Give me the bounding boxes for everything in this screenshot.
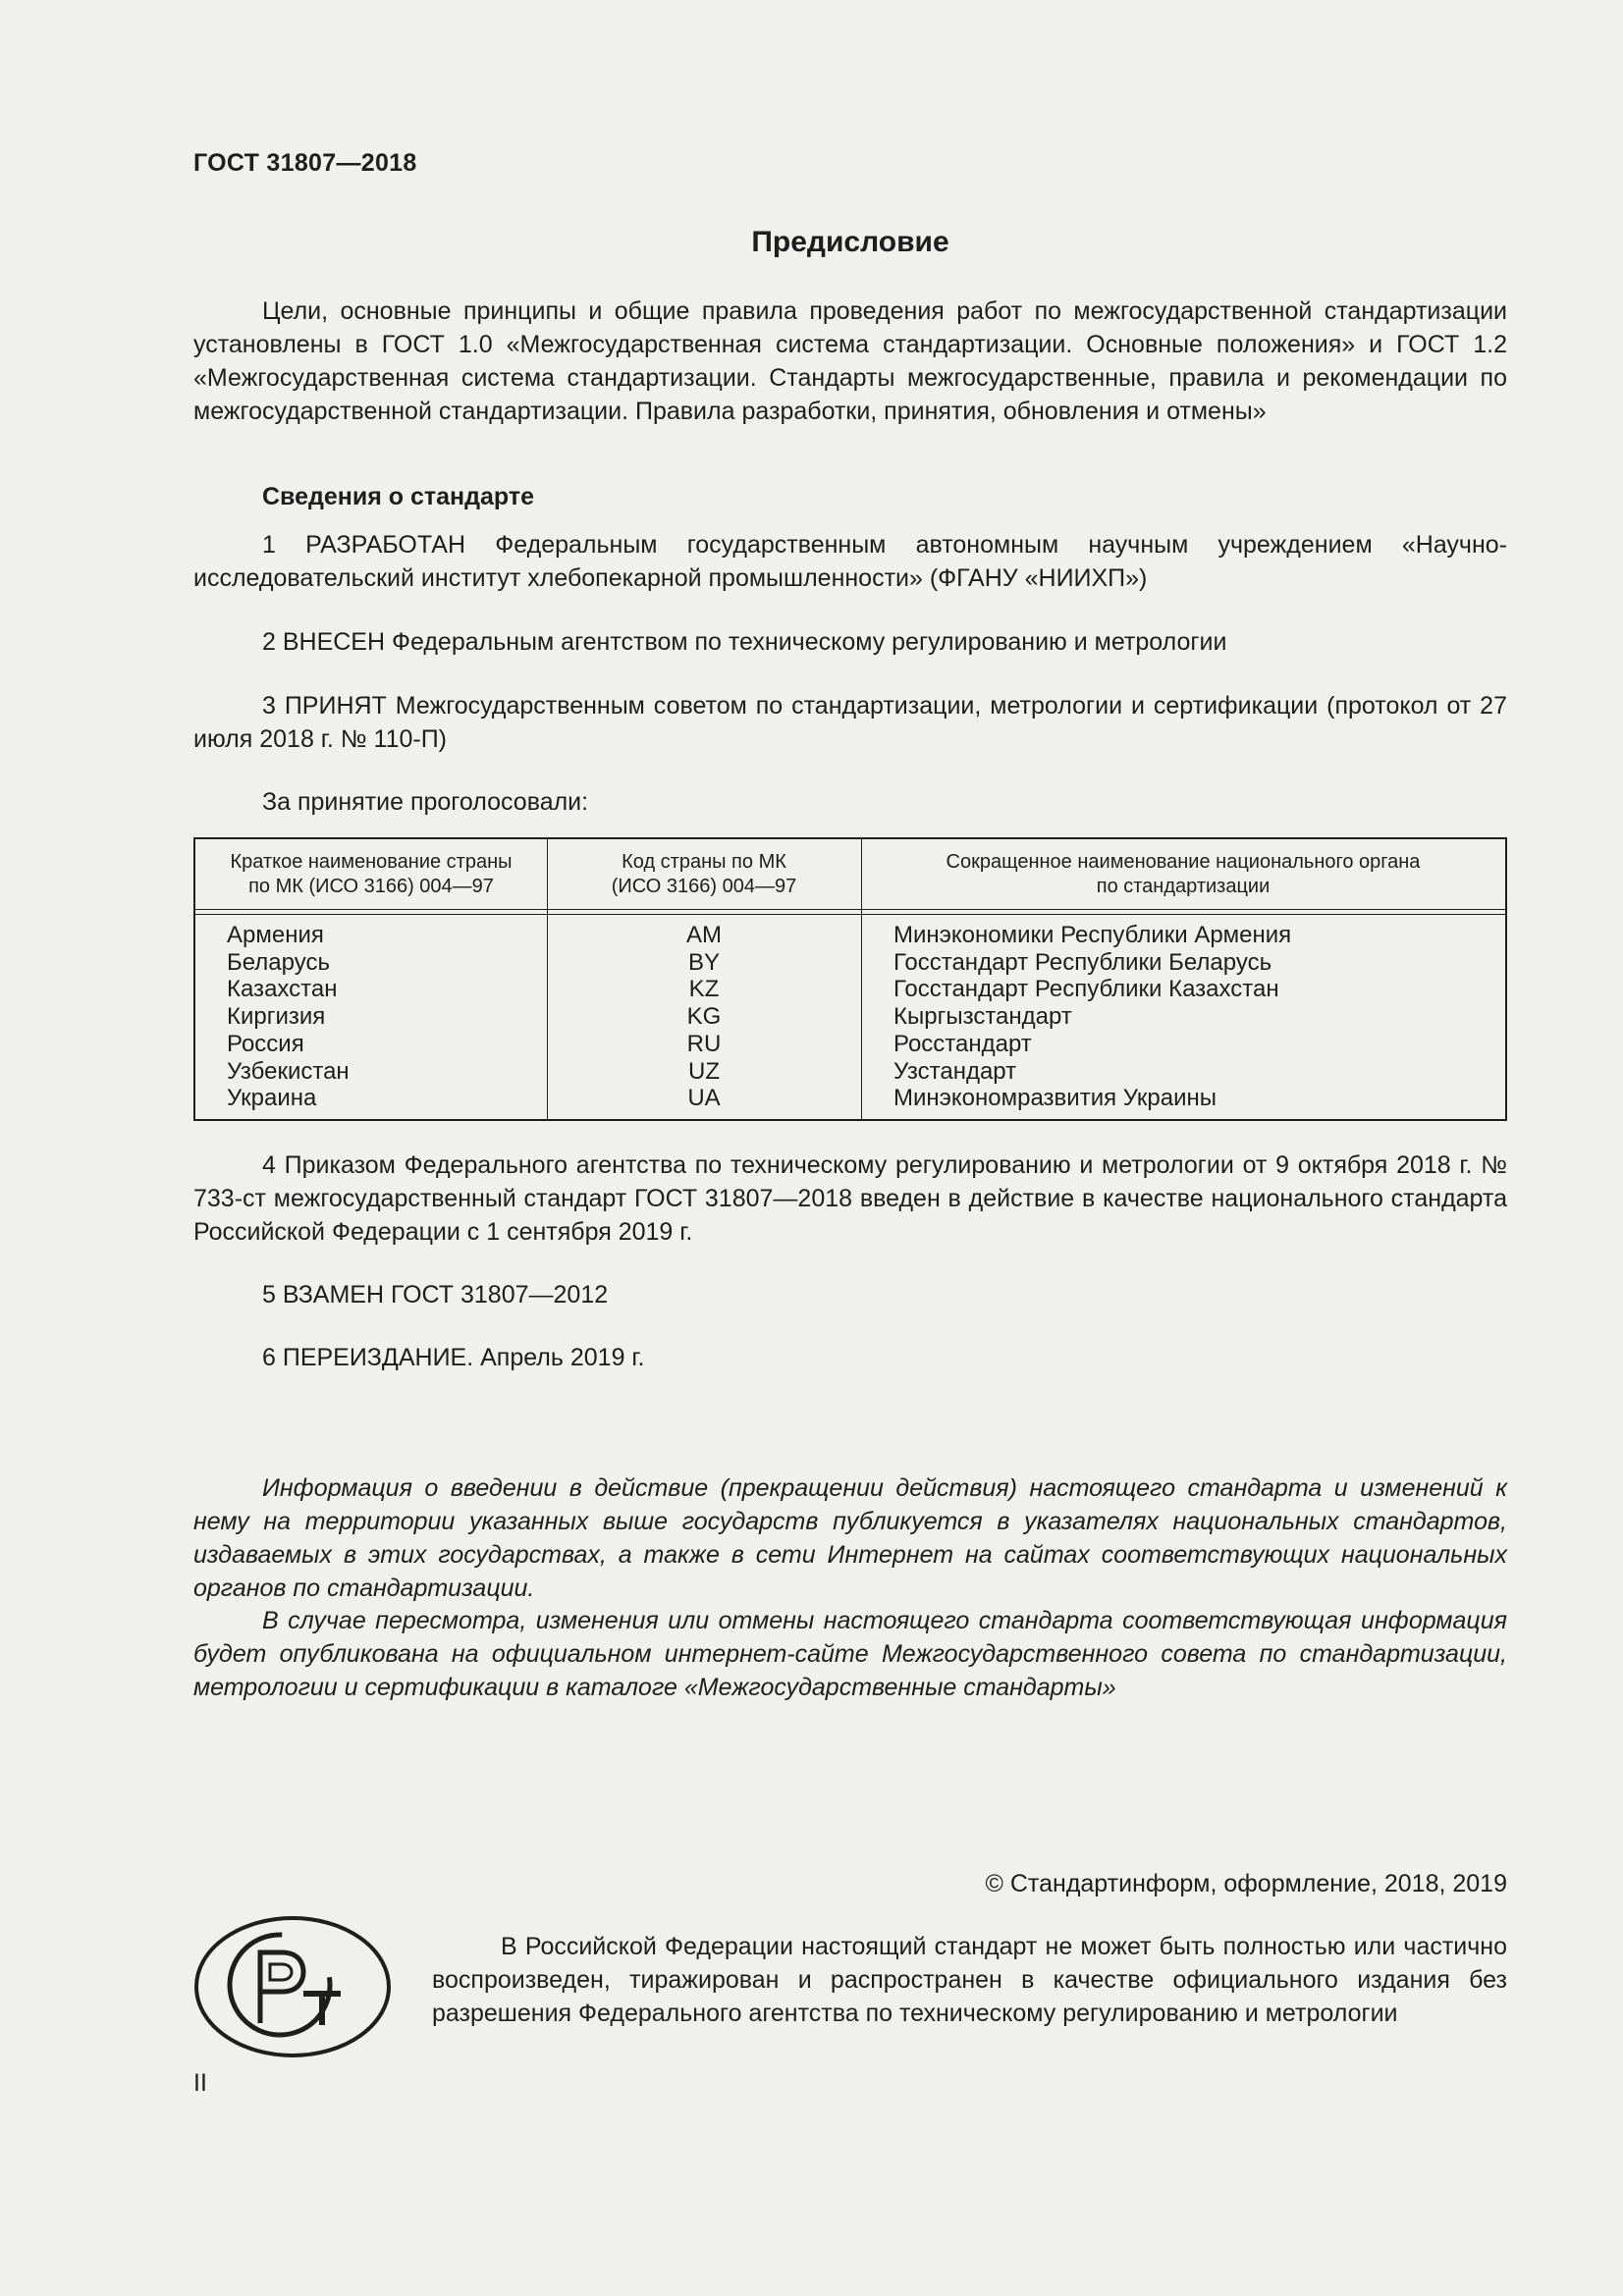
gost-r-certification-mark-icon xyxy=(193,1915,392,2058)
item-replaces: 5 ВЗАМЕН ГОСТ 31807—2012 xyxy=(262,1281,609,1308)
table-cell-country: Казахстан xyxy=(227,976,338,1003)
table-cell-country: Россия xyxy=(227,1030,304,1057)
country-column xyxy=(227,922,350,1112)
table-cell-body: Узстандарт xyxy=(893,1057,1017,1085)
table-cell-body: Росстандарт xyxy=(893,1030,1032,1057)
table-cell-country: Украина xyxy=(227,1085,317,1112)
table-cell-code: AM xyxy=(686,922,722,948)
info-paragraph: Информация о введении в действие (прекращении действия) настоящего стандарта и изменений к нему на территории указанных выше государств публикуется в указателях национальных стандартов, издаваемых в этих государствах, а также в сети Интернет на сайтах соответствующих национальных органов по стандартизации. xyxy=(193,1474,1507,1602)
intro-paragraph: Цели, основные принципы и общие правила проведения работ по межгосударственной стандартизации установлены в ГОСТ 1.0 «Межгосударственная система стандартизации. Основные положения» и ГОСТ 1.2 «Межгосударственная система стандартизации. Стандарты межгосударственные, правила и рекомендации по межгосударственной стандартизации. Правила разработки, принятия, обновления и отмены» xyxy=(193,297,1507,425)
table-cell-code: KZ xyxy=(688,976,720,1003)
table-cell-country: Армения xyxy=(227,922,324,948)
table-cell-body: Госстандарт Республики Казахстан xyxy=(893,976,1279,1003)
item-adopted: 3 ПРИНЯТ Межгосударственным советом по стандартизации, метрологии и сертификации (протокол от 27 июля 2018 г. № 110-П) xyxy=(193,692,1507,753)
header-divider xyxy=(195,914,1505,915)
table-cell-body: Минэкономразвития Украины xyxy=(893,1085,1217,1112)
document-id: ГОСТ 31807—2018 xyxy=(193,149,417,177)
code-column xyxy=(547,922,861,1112)
item-enacted: 4 Приказом Федерального агентства по техническому регулированию и метрологии от 9 октября 2018 г. № 733-ст межгосударственный стандарт ГОСТ 31807—2018 введен в действие в качестве национального стандарта Российской Федерации с 1 сентября 2019 г. xyxy=(193,1151,1507,1246)
page-number: II xyxy=(193,2069,207,2097)
table-cell-country: Киргизия xyxy=(227,1003,326,1031)
table-header-body: Сокращенное наименование национального органа по стандартизации xyxy=(946,850,1421,897)
voted-caption: За принятие проголосовали: xyxy=(262,788,589,816)
reproduction-notice: В Российской Федерации настоящий стандарт не может быть полностью или частично воспроизведен, тиражирован и распространен в качестве официального издания без разрешения Федерального агентства по техническому регулированию и метрологии xyxy=(432,1933,1507,2027)
table-header-country: Краткое наименование страны по МК (ИСО 3166) 004—97 xyxy=(230,850,513,897)
table-cell-country: Беларусь xyxy=(227,948,330,976)
table-cell-country: Узбекистан xyxy=(227,1057,350,1085)
item-developed: 1 РАЗРАБОТАН Федеральным государственным автономным научным учреждением «Научно-исследовательский институт хлебопекарной промышленности» (ФГАНУ «НИИХП») xyxy=(193,531,1507,592)
table-cell-code: BY xyxy=(687,948,720,976)
info-paragraph: В случае пересмотра, изменения или отмены настоящего стандарта соответствующая информация будет опубликована на официальном интернет-сайте Межгосударственного совета по стандартизации, метрологии и сертификации в каталоге «Межгосударственные стандарты» xyxy=(193,1607,1507,1701)
item-introduced: 2 ВНЕСЕН Федеральным агентством по техническому регулированию и метрологии xyxy=(262,628,1227,656)
table-cell-code: RU xyxy=(686,1030,722,1057)
copyright-line: © Стандартинформ, оформление, 2018, 2019 xyxy=(985,1870,1507,1897)
table-cell-body: Минэкономики Республики Армения xyxy=(893,922,1292,948)
item-reissue: 6 ПЕРЕИЗДАНИЕ. Апрель 2019 г. xyxy=(262,1344,645,1371)
table-cell-body: Кыргызстандарт xyxy=(893,1003,1072,1031)
voting-countries-table xyxy=(193,837,1507,1121)
section-title: Сведения о стандарте xyxy=(262,483,535,510)
table-cell-code: UZ xyxy=(688,1057,720,1085)
header-divider xyxy=(195,909,1505,910)
table-cell-body: Госстандарт Республики Беларусь xyxy=(893,948,1272,976)
table-cell-code: UA xyxy=(687,1085,721,1112)
page-title: Предисловие xyxy=(751,226,949,258)
body-column xyxy=(893,922,1291,1112)
table-header-code: Код страны по МК (ИСО 3166) 004—97 xyxy=(611,850,797,897)
column-divider xyxy=(861,839,862,1119)
table-cell-code: KG xyxy=(686,1003,722,1031)
